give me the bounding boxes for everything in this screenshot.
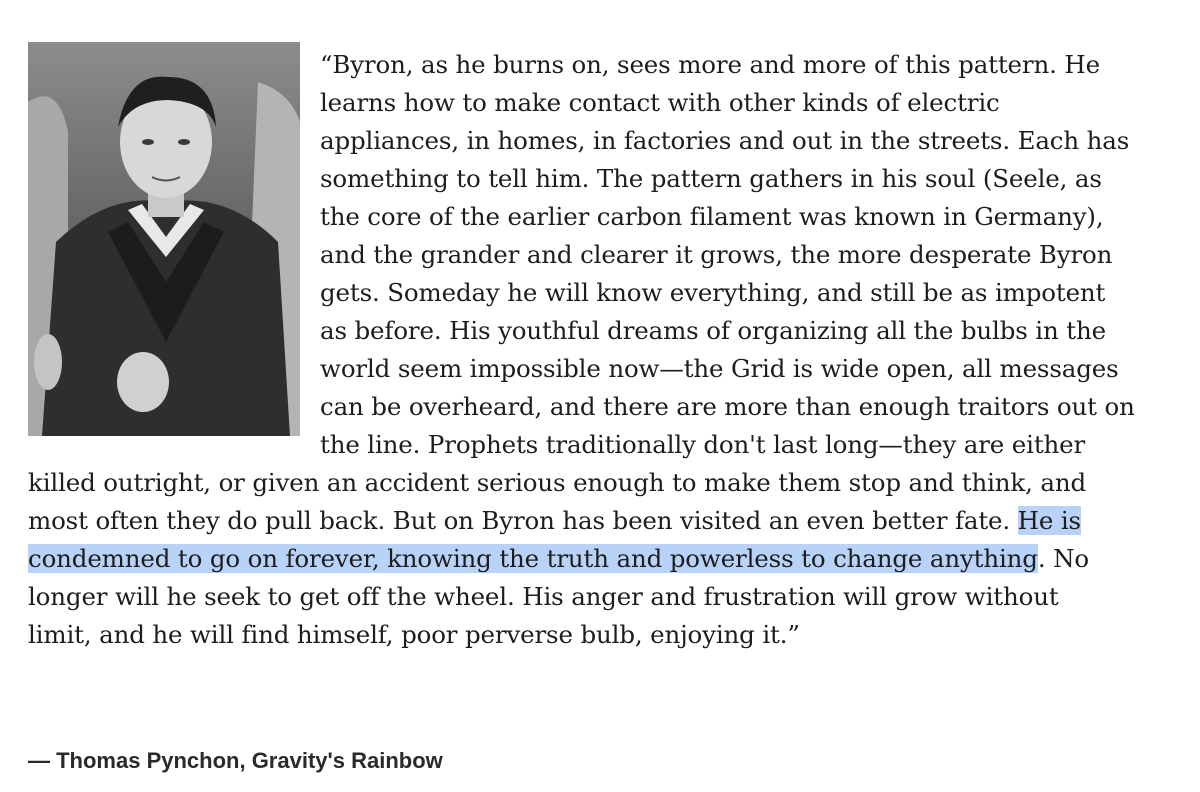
quote-line: killed outright, or given an accident serious enough to make them stop and think, and — [28, 468, 1087, 497]
quote-text: most often they do pull back. But on Byron has been visited an even better fate. — [28, 506, 1018, 535]
highlighted-text[interactable]: He is — [1017, 506, 1081, 535]
quote-text: . No — [1037, 544, 1089, 573]
quote-line — [28, 540, 1089, 578]
quote-line: learns how to make contact with other kinds of electric — [320, 88, 1000, 117]
quote-line: “Byron, as he burns on, sees more and more of this pattern. He — [320, 50, 1100, 79]
quote-attribution: — Thomas Pynchon, Gravity's Rainbow — [28, 748, 443, 773]
quote-line: world seem impossible now—the Grid is wide open, all messages — [320, 354, 1119, 383]
author-portrait-photo — [28, 42, 300, 436]
quote-line: and the grander and clearer it grows, the more desperate Byron — [320, 240, 1113, 269]
quote-line: limit, and he will find himself, poor perverse bulb, enjoying it.” — [28, 620, 800, 649]
quote-line: gets. Someday he will know everything, and still be as impotent — [320, 278, 1106, 307]
quote-line: the line. Prophets traditionally don't last long—they are either — [320, 430, 1086, 459]
quote-line: appliances, in homes, in factories and out in the streets. Each has — [320, 126, 1130, 155]
quote-line: something to tell him. The pattern gathers in his soul (Seele, as — [320, 164, 1102, 193]
highlighted-text[interactable]: condemned to go on forever, knowing the truth and powerless to change anything — [28, 544, 1038, 573]
quote-line: longer will he seek to get off the wheel. His anger and frustration will grow without — [28, 582, 1059, 611]
quote-line — [28, 502, 1081, 540]
quote-line: can be overheard, and there are more than enough traitors out on — [320, 392, 1135, 421]
quote-line: the core of the earlier carbon filament was known in Germany), — [320, 202, 1104, 231]
quote-line: as before. His youthful dreams of organizing all the bulbs in the — [320, 316, 1106, 345]
